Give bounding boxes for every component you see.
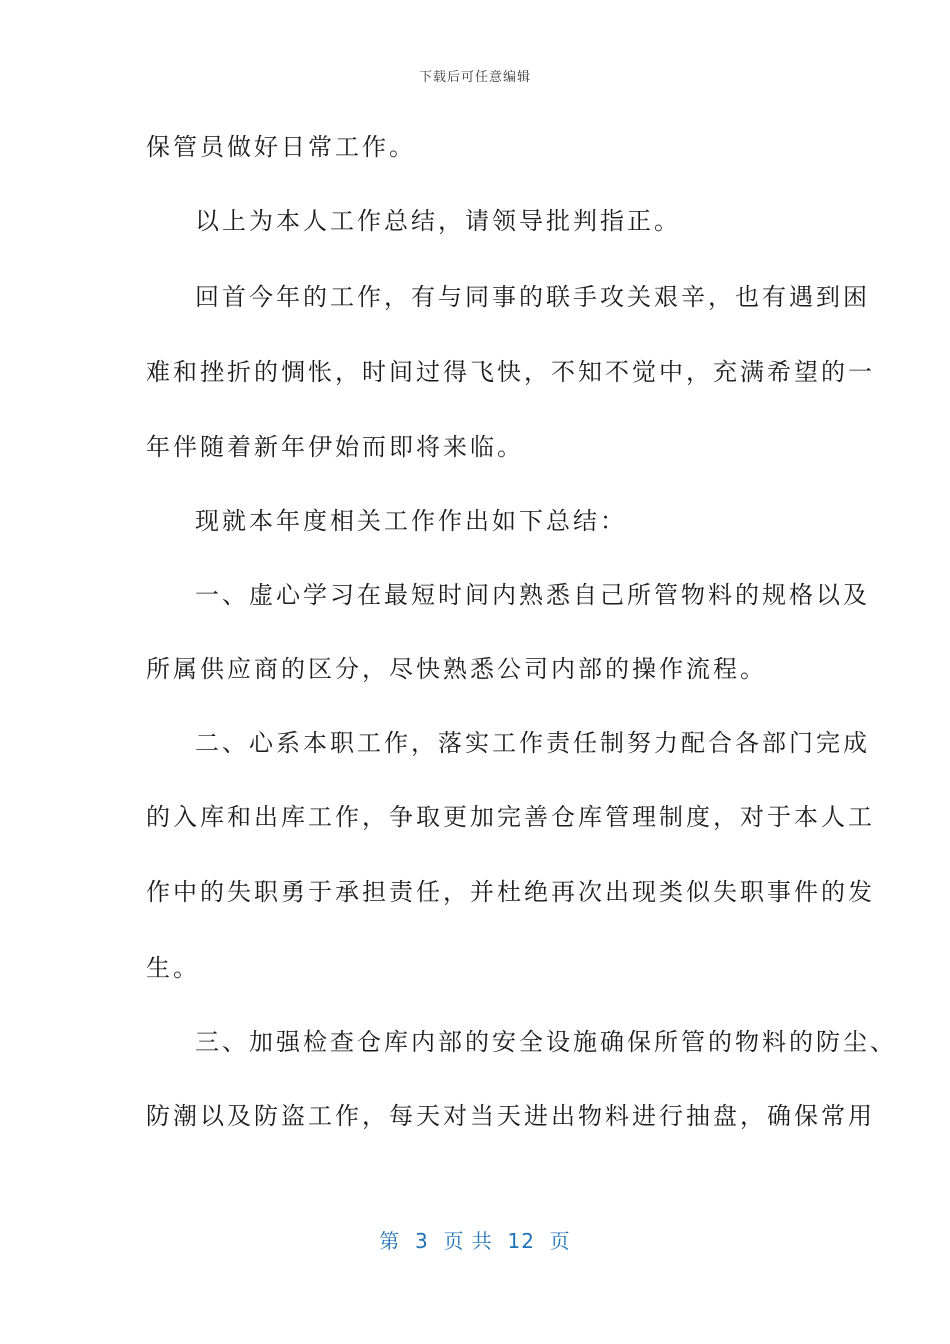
text-line: 现就本年度相关工作作出如下总结： [195, 507, 627, 535]
text-line: 一、虚心学习在最短时间内熟悉自己所管物料的规格以及 [195, 581, 870, 609]
text-line: 的入库和出库工作，争取更加完善仓库管理制度，对于本人工 [146, 803, 875, 831]
text-line: 以上为本人工作总结，请领导批判指正。 [195, 207, 681, 235]
text-line: 防潮以及防盗工作，每天对当天进出物料进行抽盘，确保常用 [146, 1102, 875, 1130]
text-line: 年伴随着新年伊始而即将来临。 [146, 433, 524, 461]
text-line: 生。 [146, 954, 200, 982]
text-line: 回首今年的工作，有与同事的联手攻关艰辛，也有遇到困 [195, 283, 870, 311]
page-header: 下载后可任意编辑 [418, 70, 531, 85]
page-number-footer: 第 3 页 共 12 页 [379, 1229, 571, 1253]
text-line: 所属供应商的区分，尽快熟悉公司内部的操作流程。 [146, 655, 767, 683]
text-line: 二、心系本职工作，落实工作责任制努力配合各部门完成 [195, 729, 870, 757]
text-line: 保管员做好日常工作。 [146, 133, 416, 161]
text-line: 作中的失职勇于承担责任，并杜绝再次出现类似失职事件的发 [146, 878, 875, 906]
text-line: 难和挫折的惆怅，时间过得飞快，不知不觉中，充满希望的一 [146, 358, 875, 386]
text-line: 三、加强检查仓库内部的安全设施确保所管的物料的防尘、 [195, 1028, 897, 1056]
